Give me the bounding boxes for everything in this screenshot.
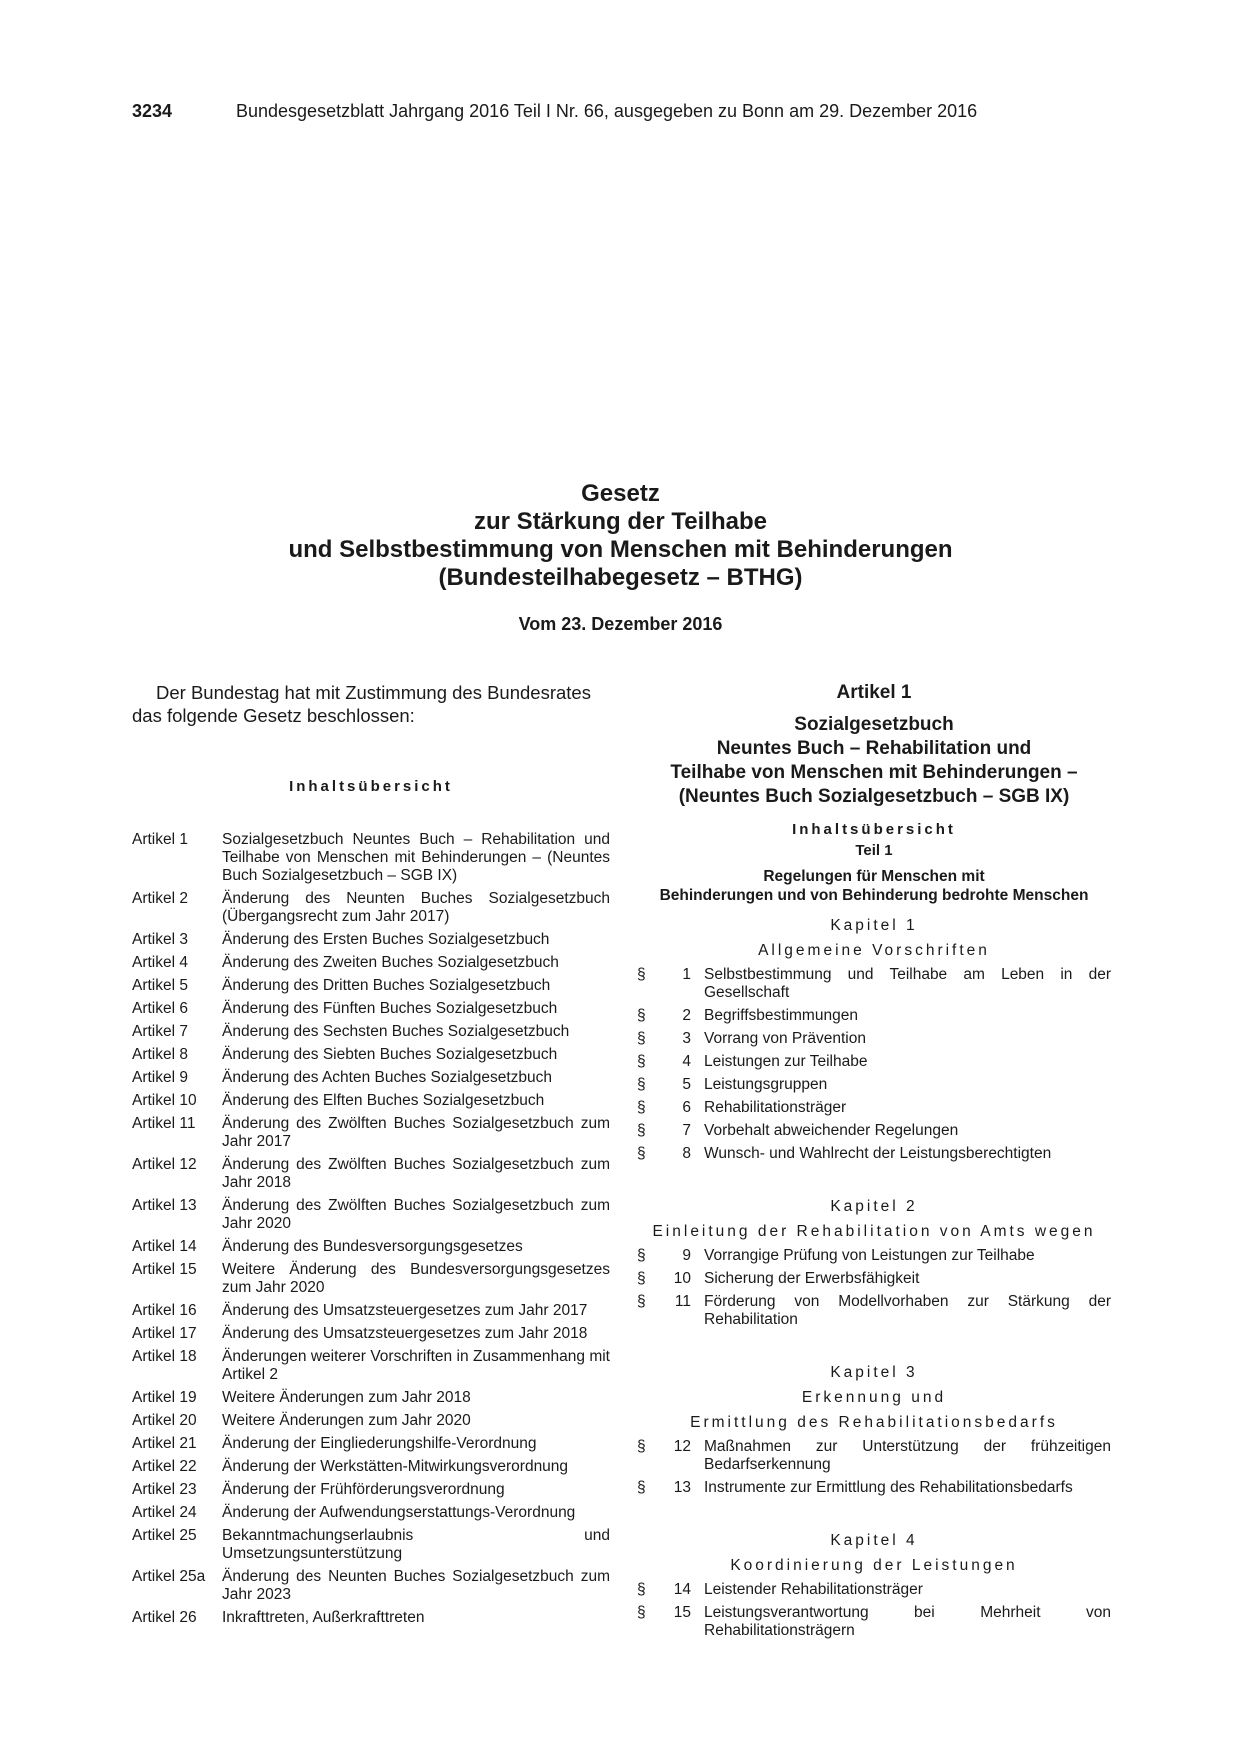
section-title: Instrumente zur Ermittlung des Rehabilitationsbedarfs [704,1479,1073,1496]
section-number: 4 [682,1053,691,1070]
section-list [637,1247,1111,1329]
section-symbol: § [637,1099,646,1116]
toc-item-text: Änderung des Siebten Buches Sozialgesetzbuch [222,1046,558,1063]
toc-item [132,954,610,972]
chapter-spacer [637,1334,1111,1352]
section-symbol: § [637,1247,646,1264]
toc-item-label: Artikel 24 [132,1504,197,1521]
section-symbol: § [637,1270,646,1287]
section-symbol: § [637,1581,646,1598]
toc-item-label: Artikel 9 [132,1069,188,1086]
title-line-3: und Selbstbestimmung von Menschen mit Behinderungen [288,536,953,563]
toc-item-text: Änderung des Ersten Buches Sozialgesetzbuch [222,931,550,948]
chapter-name: Koordinierung der Leistungen [730,1557,1018,1574]
toc-item-text: Änderung des Zwölften Buches Sozialgesetzbuch zum Jahr 2020 [222,1197,610,1232]
section-title: Vorbehalt abweichender Regelungen [704,1122,959,1139]
section-title: Vorrangige Prüfung von Leistungen zur Teilhabe [704,1247,1035,1264]
toc-item-text: Weitere Änderungen zum Jahr 2018 [222,1389,471,1406]
toc-item-text: Änderung des Sechsten Buches Sozialgesetzbuch [222,1023,570,1040]
toc-item-text: Änderung des Umsatzsteuergesetzes zum Jahr 2017 [222,1302,588,1319]
section-title: Wunsch- und Wahlrecht der Leistungsberechtigten [704,1145,1052,1162]
section-item [637,1270,1111,1288]
section-title: Sicherung der Erwerbsfähigkeit [704,1270,920,1287]
section-number: 14 [673,1581,691,1598]
chapter-label: Kapitel 1 [830,917,918,934]
toc-item [132,1504,610,1522]
section-title: Maßnahmen zur Unterstützung der frühzeitigen Bedarfserkennung [704,1438,1111,1473]
section-item [637,1076,1111,1094]
page-header [132,101,1132,122]
section-number: 7 [682,1122,691,1139]
section-title: Selbstbestimmung und Teilhabe am Leben in der Gesellschaft [704,966,1111,1001]
toc-item-label: Artikel 3 [132,931,188,948]
toc-item-label: Artikel 17 [132,1325,197,1342]
article-1-subtitle-line: (Neuntes Buch Sozialgesetzbuch – SGB IX) [678,786,1070,807]
toc-item-text: Weitere Änderung des Bundesversorgungsgesetzes zum Jahr 2020 [222,1261,610,1296]
toc-item [132,1458,610,1476]
toc-item-text: Änderung der Werkstätten-Mitwirkungsverordnung [222,1458,569,1475]
toc-item [132,1261,610,1297]
section-item [637,1581,1111,1599]
toc-item-text: Änderung des Zwölften Buches Sozialgesetzbuch zum Jahr 2018 [222,1156,610,1191]
toc-item-label: Artikel 11 [132,1115,196,1132]
section-title: Begriffsbestimmungen [704,1007,858,1024]
toc-item-text: Änderung des Neunten Buches Sozialgesetzbuch (Übergangsrecht zum Jahr 2017) [222,890,610,925]
section-item [637,1030,1111,1048]
toc-list [132,831,610,1632]
law-title [0,480,1241,592]
article-1-toc-heading: Inhaltsübersicht [792,821,956,838]
toc-item-label: Artikel 14 [132,1238,197,1255]
section-title: Förderung von Modellvorhaben zur Stärkung der Rehabilitation [704,1293,1111,1328]
toc-item-label: Artikel 26 [132,1609,197,1626]
section-symbol: § [637,1053,646,1070]
chapter-label: Kapitel 2 [830,1198,918,1215]
law-date: Vom 23. Dezember 2016 [518,614,723,634]
section-title: Leistungsverantwortung bei Mehrheit von Rehabilitationsträgern [704,1604,1111,1639]
toc-item [132,931,610,949]
section-item [637,1053,1111,1071]
page-number: 3234 [132,101,173,121]
section-number: 1 [682,966,691,983]
title-line-1: Gesetz [581,480,660,507]
kapitel-list [637,917,1111,1640]
toc-heading: Inhaltsübersicht [289,778,453,795]
section-symbol: § [637,1076,646,1093]
title-line-4: (Bundesteilhabegesetz – BTHG) [438,564,803,591]
toc-item-text: Änderung des Bundesversorgungsgesetzes [222,1238,523,1255]
chapter-name: Allgemeine Vorschriften [758,942,990,959]
toc-item-label: Artikel 4 [132,954,188,971]
toc-item-label: Artikel 23 [132,1481,197,1498]
article-1-subtitle-line: Neuntes Buch – Rehabilitation und [716,738,1032,759]
toc-item-label: Artikel 12 [132,1156,197,1173]
toc-item-text: Änderung des Zwölften Buches Sozialgesetzbuch zum Jahr 2017 [222,1115,610,1150]
section-item [637,1122,1111,1140]
section-title: Leistender Rehabilitationsträger [704,1581,923,1598]
toc-item-label: Artikel 7 [132,1023,188,1040]
toc-item [132,831,610,885]
toc-item [132,1435,610,1453]
publication-line: Bundesgesetzblatt Jahrgang 2016 Teil I Nr. 66, ausgegeben zu Bonn am 29. Dezember 2016 [236,101,978,121]
section-symbol: § [637,1145,646,1162]
toc-item-label: Artikel 13 [132,1197,197,1214]
section-number: 11 [674,1293,691,1310]
section-number: 12 [673,1438,691,1455]
toc-item-label: Artikel 16 [132,1302,197,1319]
toc-item-label: Artikel 8 [132,1046,188,1063]
toc-item [132,1115,610,1151]
section-list [637,966,1111,1163]
title-line-2: zur Stärkung der Teilhabe [474,508,767,535]
section-list [637,1581,1111,1640]
section-list [637,1438,1111,1497]
teil-title-line: Regelungen für Menschen mit [763,868,985,885]
section-number: 2 [682,1007,691,1024]
section-item [637,1293,1111,1329]
article-1-subtitle-line: Teilhabe von Menschen mit Behinderungen – [670,762,1078,783]
toc-item [132,1609,610,1627]
section-item [637,1247,1111,1265]
toc-item-text: Änderung des Neunten Buches Sozialgesetzbuch zum Jahr 2023 [222,1568,610,1603]
teil-title-line: Behinderungen und von Behinderung bedrohte Menschen [659,887,1089,904]
section-title: Leistungen zur Teilhabe [704,1053,868,1070]
section-symbol: § [637,1030,646,1047]
toc-item-label: Artikel 21 [132,1435,197,1452]
teil-title [637,867,1111,905]
toc-item-label: Artikel 22 [132,1458,197,1475]
toc-item-text: Änderung des Achten Buches Sozialgesetzbuch [222,1069,553,1086]
toc-item [132,1302,610,1320]
toc-item-label: Artikel 15 [132,1261,197,1278]
chapter-name: Ermittlung des Rehabilitationsbedarfs [690,1414,1058,1431]
section-number: 3 [682,1030,691,1047]
chapter-spacer [637,1168,1111,1186]
section-symbol: § [637,1438,646,1455]
toc-item [132,1000,610,1018]
toc-item-text: Änderung des Umsatzsteuergesetzes zum Jahr 2018 [222,1325,588,1342]
chapter-label: Kapitel 3 [830,1364,918,1381]
article-1-column [637,681,1111,1645]
section-symbol: § [637,1122,646,1139]
toc-item-label: Artikel 19 [132,1389,197,1406]
toc-item [132,1238,610,1256]
toc-item [132,1325,610,1343]
section-item [637,1145,1111,1163]
section-item [637,1099,1111,1117]
toc-item-label: Artikel 20 [132,1412,197,1429]
toc-item-label: Artikel 5 [132,977,188,994]
teil-label: Teil 1 [855,842,893,859]
section-number: 10 [673,1270,691,1287]
toc-item [132,1156,610,1192]
article-1-subtitle-line: Sozialgesetzbuch [794,714,954,735]
toc-item-label: Artikel 1 [132,831,188,848]
toc-item-label: Artikel 2 [132,890,188,907]
section-symbol: § [637,1479,646,1496]
toc-item-label: Artikel 25a [132,1568,206,1585]
chapter-name: Erkennung und [801,1389,947,1406]
chapter-name: Einleitung der Rehabilitation von Amts wegen [652,1223,1096,1240]
section-number: 9 [682,1247,691,1264]
toc-item-text: Änderung der Eingliederungshilfe-Verordnung [222,1435,537,1452]
section-title: Rehabilitationsträger [704,1099,847,1116]
toc-item-text: Änderung des Elften Buches Sozialgesetzbuch [222,1092,545,1109]
section-item [637,1604,1111,1640]
toc-item-text: Inkrafttreten, Außerkrafttreten [222,1609,425,1626]
section-item [637,966,1111,1002]
toc-item-text: Änderungen weiterer Vorschriften in Zusammenhang mit Artikel 2 [222,1348,610,1383]
article-1-subtitle [637,713,1111,809]
chapter-spacer [637,1502,1111,1520]
toc-item-label: Artikel 10 [132,1092,197,1109]
toc-item [132,1348,610,1384]
section-number: 13 [673,1479,691,1496]
toc-item-label: Artikel 18 [132,1348,197,1365]
toc-item [132,1412,610,1430]
toc-item [132,1481,610,1499]
toc-item [132,890,610,926]
section-number: 15 [673,1604,691,1621]
toc-item-text: Bekanntmachungserlaubnis und Umsetzungsunterstützung [222,1527,610,1562]
toc-item-text: Änderung des Zweiten Buches Sozialgesetzbuch [222,954,559,971]
toc-item [132,1389,610,1407]
toc-item [132,1069,610,1087]
toc-item-text: Sozialgesetzbuch Neuntes Buch – Rehabilitation und Teilhabe von Menschen mit Behinderungen – (Neuntes Buch Sozialgesetzbuch – SGB IX) [222,831,610,884]
intro-line-1: Der Bundestag hat mit Zustimmung des Bundesrates [156,682,591,703]
toc-item [132,1527,610,1563]
section-title: Leistungsgruppen [704,1076,828,1093]
section-symbol: § [637,1293,646,1310]
section-symbol: § [637,1007,646,1024]
toc-item [132,977,610,995]
section-title: Vorrang von Prävention [704,1030,866,1047]
toc-item-text: Änderung der Aufwendungserstattungs-Verordnung [222,1504,576,1521]
intro-line-2: das folgende Gesetz beschlossen: [132,705,415,726]
toc-item-label: Artikel 6 [132,1000,188,1017]
toc-item [132,1023,610,1041]
toc-item-text: Änderung des Fünften Buches Sozialgesetzbuch [222,1000,558,1017]
section-number: 6 [682,1099,691,1116]
section-symbol: § [637,1604,646,1621]
toc-item-text: Änderung des Dritten Buches Sozialgesetzbuch [222,977,551,994]
section-item [637,1007,1111,1025]
section-item [637,1479,1111,1497]
section-item [637,1438,1111,1474]
toc-item-label: Artikel 25 [132,1527,197,1544]
toc-item [132,1092,610,1110]
toc-item [132,1046,610,1064]
section-number: 5 [682,1076,691,1093]
article-1-title: Artikel 1 [836,682,912,703]
intro-paragraph [132,681,610,727]
section-number: 8 [682,1145,691,1162]
toc-item [132,1568,610,1604]
chapter-label: Kapitel 4 [830,1532,918,1549]
toc-item [132,1197,610,1233]
section-symbol: § [637,966,646,983]
toc-item-text: Weitere Änderungen zum Jahr 2020 [222,1412,471,1429]
toc-item-text: Änderung der Frühförderungsverordnung [222,1481,505,1498]
